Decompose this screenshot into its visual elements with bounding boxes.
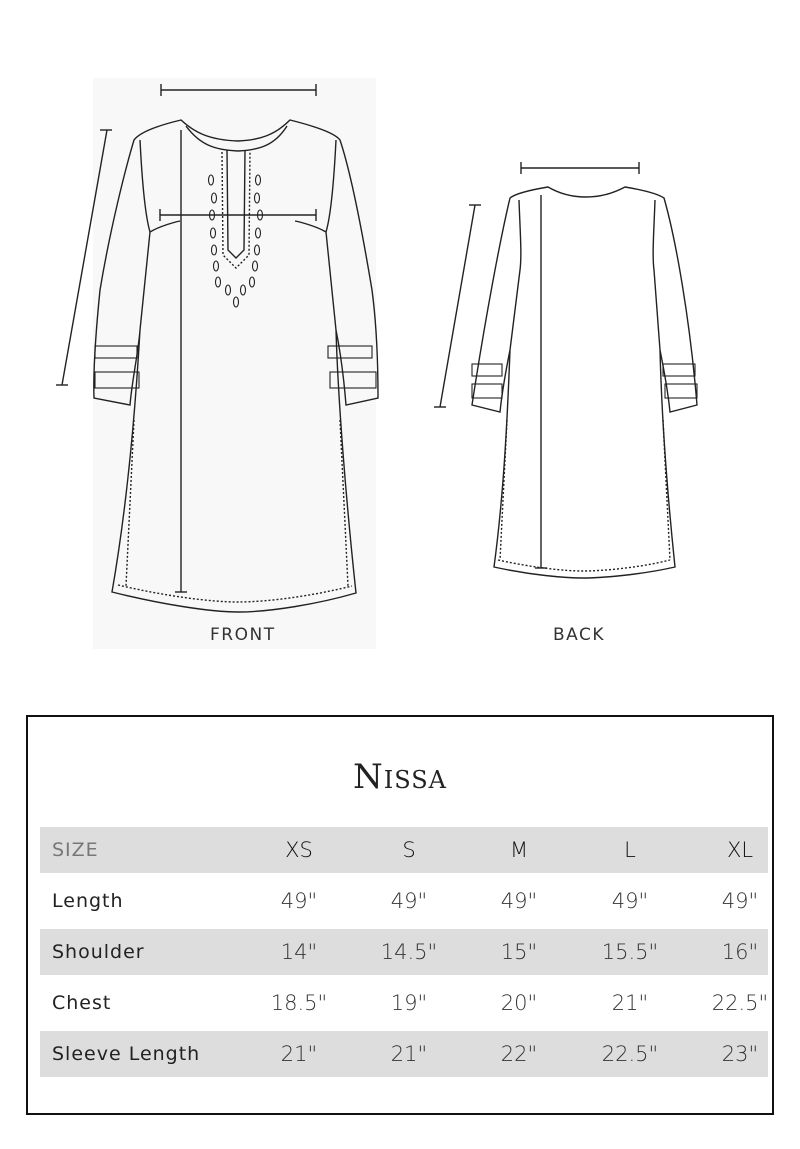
table-cell: 22.5" xyxy=(711,991,769,1015)
table-cell: 16" xyxy=(721,940,759,964)
back-shoulder-measure-line xyxy=(521,162,639,174)
back-body-outline xyxy=(472,187,697,578)
size-header-cell: S xyxy=(402,838,416,862)
table-cell: 49" xyxy=(721,889,759,913)
front-length-measure-line xyxy=(175,130,187,592)
table-cell: 15" xyxy=(500,940,538,964)
table-row xyxy=(40,980,768,1026)
table-cell: 22.5" xyxy=(601,1042,659,1066)
size-header-cell: M xyxy=(509,838,529,862)
size-header-cell: XL xyxy=(726,838,754,862)
table-cell: 19" xyxy=(390,991,428,1015)
back-length-measure-line xyxy=(535,195,547,568)
front-shoulder-measure-line xyxy=(161,84,316,96)
table-row xyxy=(40,1031,768,1077)
size-header-row xyxy=(40,827,768,873)
table-cell: 49" xyxy=(280,889,318,913)
table-cell: 49" xyxy=(390,889,428,913)
front-view-label: FRONT xyxy=(210,625,276,645)
size-header-label: SIZE xyxy=(52,839,99,861)
table-cell: 20" xyxy=(500,991,538,1015)
size-header-cell: XS xyxy=(285,838,313,862)
table-cell: 22" xyxy=(500,1042,538,1066)
row-label: Chest xyxy=(52,992,112,1014)
size-chart xyxy=(26,715,774,1115)
row-label: Shoulder xyxy=(52,941,145,963)
front-embroidery-motif xyxy=(209,175,263,307)
table-cell: 21" xyxy=(390,1042,428,1066)
table-cell: 49" xyxy=(500,889,538,913)
table-cell: 14.5" xyxy=(380,940,438,964)
size-header-cell: L xyxy=(624,838,636,862)
table-row xyxy=(40,929,768,975)
back-sleeve-measure-line xyxy=(434,205,481,407)
back-garment-drawing xyxy=(434,162,697,578)
row-label: Length xyxy=(52,890,124,912)
front-chest-measure-line xyxy=(160,209,316,221)
table-cell: 15.5" xyxy=(601,940,659,964)
front-body-outline xyxy=(94,120,378,612)
table-cell: 23" xyxy=(721,1042,759,1066)
brand-name: Nissa xyxy=(352,757,448,797)
table-cell: 49" xyxy=(611,889,649,913)
row-label: Sleeve Length xyxy=(52,1043,201,1065)
table-cell: 21" xyxy=(280,1042,318,1066)
front-sleeve-measure-line xyxy=(56,130,112,385)
table-cell: 14" xyxy=(280,940,318,964)
table-cell: 21" xyxy=(611,991,649,1015)
back-view-label: BACK xyxy=(553,625,606,645)
table-row xyxy=(40,878,768,924)
table-cell: 18.5" xyxy=(270,991,328,1015)
